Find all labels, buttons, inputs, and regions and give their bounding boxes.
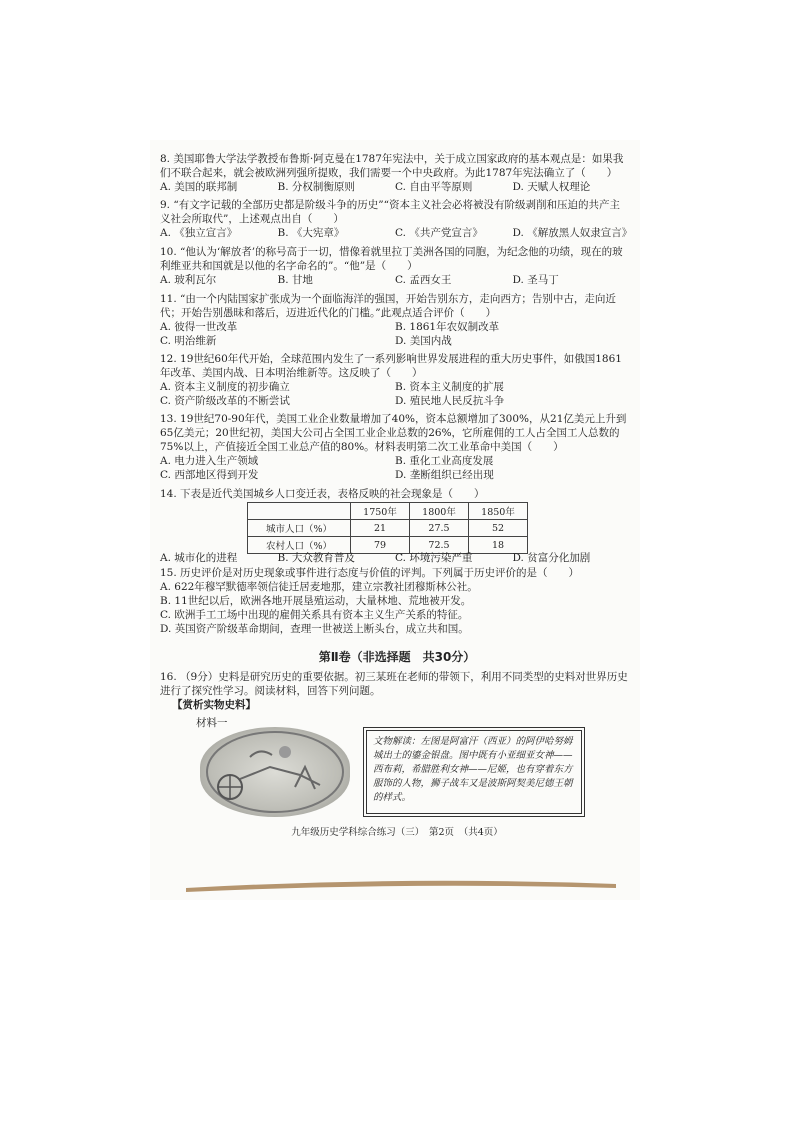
option-a: A. 美国的联邦制	[160, 181, 238, 193]
table-cell: 1850年	[469, 503, 528, 520]
question-8	[160, 152, 630, 194]
option-d: D. 天赋人权理论	[512, 181, 591, 193]
options	[160, 320, 630, 348]
option-a: A. 资本主义制度的初步确立	[160, 381, 290, 393]
question-stem: 15. 历史评价是对历史现象或事件进行态度与价值的评判。下列属于历史评价的是（ ）	[160, 567, 580, 579]
caption-text: 文物解读：左图是阿富汗（西亚）的阿伊哈努姆城出土的鎏金银盘。图中既有小亚细亚女神——西布莉，希腊胜利女神——尼姬，也有穿着东方服饰的人物，狮子战车又是波斯阿契美尼德王朝的样式。	[373, 736, 573, 803]
question-stem: 12. 19世纪60年代开始，全球范围内发生了一系列影响世界发展进程的重大历史事件，如俄国1861年改革、美国内战、日本明治维新等。这反映了（ ）	[160, 353, 622, 379]
question-11	[160, 292, 630, 348]
section-head: 【赏析实物史料】	[172, 699, 256, 711]
option-c: C. 自由平等原则	[395, 181, 473, 193]
table-cell: 城市人口（%）	[248, 520, 351, 537]
question-14-options	[160, 551, 630, 565]
table-row	[248, 520, 528, 537]
options	[160, 226, 633, 240]
options	[160, 454, 630, 482]
option-c: C. 欧洲手工工场中出现的雇佣关系具有资本主义生产关系的特征。	[160, 609, 469, 621]
table-cell: 52	[469, 520, 528, 537]
option-d: D. 《解放黑人奴隶宣言》	[512, 227, 633, 239]
option-d: D. 美国内战	[395, 335, 452, 347]
option-a: A. 城市化的进程	[160, 552, 238, 564]
option-d: D. 垄断组织已经出现	[395, 469, 494, 481]
option-b: B. 大众教育普及	[277, 552, 355, 564]
table-cell: 27.5	[410, 520, 469, 537]
table-cell	[248, 503, 351, 520]
question-stem: 16. （9分）史料是研究历史的重要依据。初三某班在老师的带领下，利用不同类型的史料对世界历史进行了探究性学习。阅读材料，回答下列问题。	[160, 671, 628, 697]
question-16	[160, 670, 630, 698]
question-13	[160, 412, 630, 482]
caption-box	[366, 730, 582, 814]
question-15	[160, 566, 630, 636]
table-cell: 21	[351, 520, 410, 537]
table-cell: 18	[469, 537, 528, 554]
table-cell: 79	[351, 537, 410, 554]
option-d: D. 圣马丁	[512, 274, 559, 286]
population-table	[247, 502, 528, 554]
table-cell: 农村人口（%）	[248, 537, 351, 554]
option-a: A. 彼得一世改革	[160, 321, 238, 333]
option-c: C. 西部地区得到开发	[160, 469, 259, 481]
table-cell: 72.5	[410, 537, 469, 554]
options	[160, 380, 630, 408]
option-b: B. 重化工业高度发展	[395, 455, 494, 467]
question-stem: 8. 美国耶鲁大学法学教授布鲁斯·阿克曼在1787年宪法中，关于成立国家政府的基本观点是：如果我们不联合起来，就会被欧洲列强所提败，我们需要一个中央政府。为此1787年宪法确立了（ ）	[160, 153, 624, 179]
option-c: C. 《共产党宣言》	[395, 227, 483, 239]
option-b: B. 甘地	[277, 274, 313, 286]
option-a: A. 《独立宣言》	[160, 227, 238, 239]
option-a: A. 玻利瓦尔	[160, 274, 217, 286]
page-footer: 九年级历史学科综合练习（三） 第2页 （共4页）	[291, 827, 503, 838]
table-cell: 1800年	[410, 503, 469, 520]
option-d: D. 殖民地人民反抗斗争	[395, 395, 505, 407]
question-stem: 13. 19世纪70-90年代，美国工业企业数量增加了40%，资本总额增加了300%，从21亿美元上升到65亿美元；20世纪初，美国大公司占全国工业企业总数的26%，它所雇佣的工人占全国工人总数的75%以上，产值接近全国工业总产值的80%。材料表明第二次工业革命中美国（ ）	[160, 413, 627, 453]
question-stem: 9. “有文字记载的全部历史都是阶级斗争的历史”“资本主义社会必将被没有阶级剥削和压迫的共产主义社会所取代”，上述观点出自（ ）	[160, 199, 620, 225]
options	[160, 551, 630, 565]
question-14	[160, 487, 630, 501]
question-stem: 11. “由一个内陆国家扩张成为一个面临海洋的强国，开始告别东方，走向西方；告别中古，走向近代；开始告别愚昧和落后，迈进近代化的门槛。”此观点适合评价（ ）	[160, 293, 616, 319]
option-d: D. 贫富分化加剧	[512, 552, 591, 564]
option-b: B. 11世纪以后，欧洲各地开展垦殖运动，大量林地、荒地被开发。	[160, 595, 472, 607]
option-b: B. 1861年农奴制改革	[395, 321, 500, 333]
option-c: C. 资产阶级改革的不断尝试	[160, 395, 290, 407]
question-9	[160, 198, 633, 240]
silver-plate-photo	[200, 727, 350, 817]
material-label: 材料一	[196, 717, 228, 729]
option-c: C. 孟西女王	[395, 274, 452, 286]
option-a: A. 622年穆罕默德率领信徒迁居麦地那，建立宗教社团穆斯林公社。	[160, 581, 478, 593]
page-shadow-edge	[186, 878, 616, 894]
question-stem: 10. “他认为‘解放者’的称号高于一切，惜像着就里拉丁美洲各国的同胞，为纪念他的功绩，现在的玻利维亚共和国就是以他的名字命名的”。“他”是（ ）	[160, 246, 623, 272]
options	[160, 180, 630, 194]
option-b: B. 《大宪章》	[277, 227, 345, 239]
table-header-row	[248, 503, 528, 520]
question-10	[160, 245, 630, 287]
option-d: D. 英国资产阶级革命期间，查理一世被送上断头台，成立共和国。	[160, 623, 469, 635]
table-cell: 1750年	[351, 503, 410, 520]
question-stem: 14. 下表是近代美国城乡人口变迁表，表格反映的社会现象是（ ）	[160, 488, 485, 500]
options	[160, 273, 630, 287]
option-b: B. 分权制衡原则	[277, 181, 355, 193]
question-12	[160, 352, 630, 408]
plate-illustration	[200, 727, 350, 817]
option-a: A. 电力进入生产领域	[160, 455, 259, 467]
option-c: C. 明治维新	[160, 335, 217, 347]
option-c: C. 环境污染严重	[395, 552, 473, 564]
option-b: B. 资本主义制度的扩展	[395, 381, 504, 393]
section-title: 第Ⅱ卷（非选择题 共30分）	[318, 650, 476, 664]
